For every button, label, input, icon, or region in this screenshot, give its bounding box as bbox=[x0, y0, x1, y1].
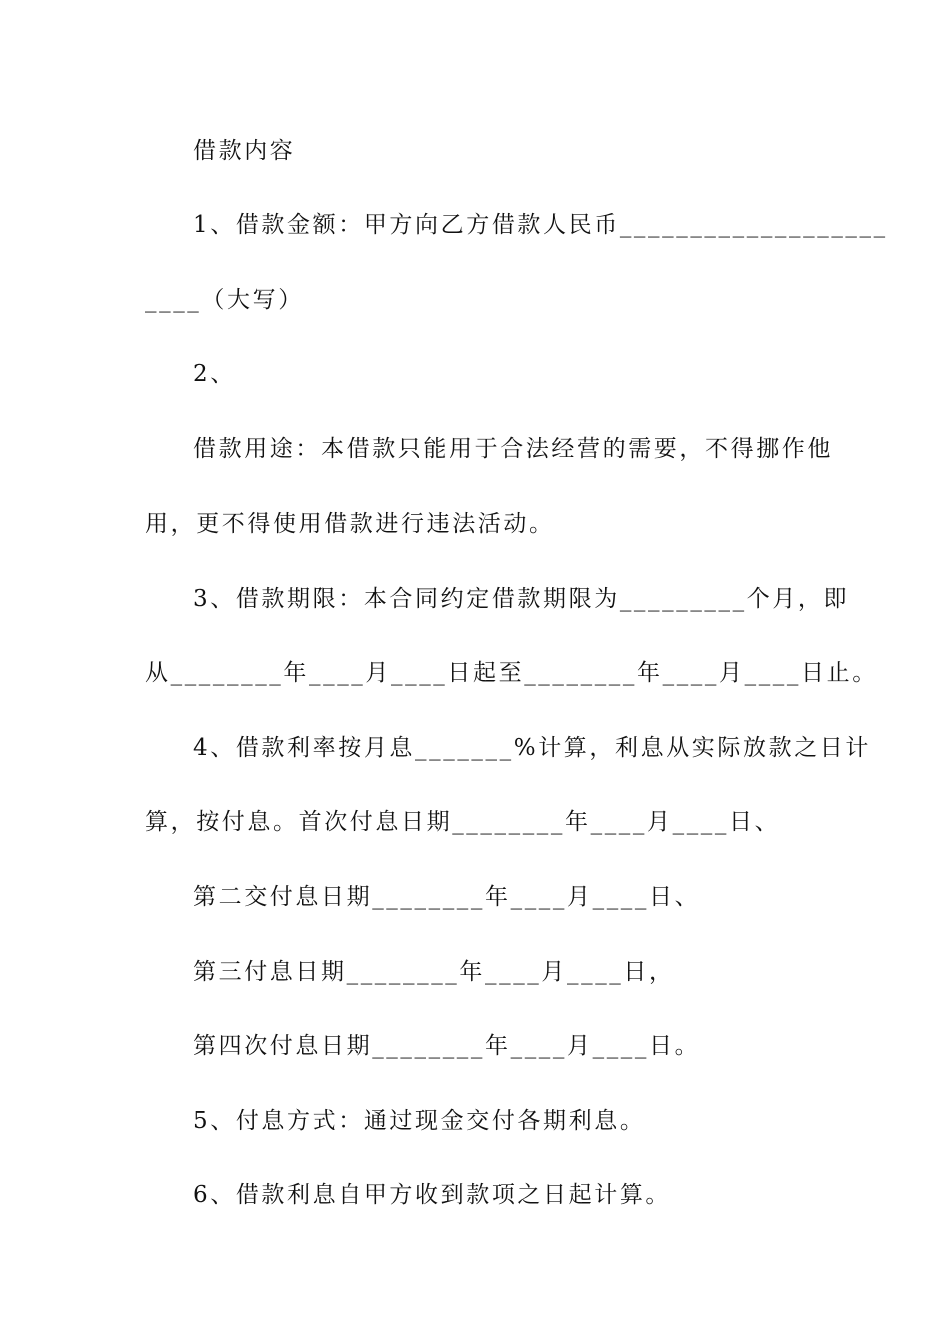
paragraph-line: 第三付息日期________年____月____日， bbox=[193, 959, 675, 985]
paragraph-line: 6、借款利息自甲方收到款项之日起计算。 bbox=[193, 1182, 672, 1208]
paragraph-line: 4、借款利率按月息_______%计算，利息从实际放款之日计 bbox=[193, 735, 871, 761]
paragraph-line: 第二交付息日期________年____月____日、 bbox=[193, 884, 701, 910]
paragraph-line: 用，更不得使用借款进行违法活动。 bbox=[145, 511, 555, 537]
paragraph-line: 1、借款金额：甲方向乙方借款人民币___________________ bbox=[193, 212, 888, 238]
section-heading: 借款内容 bbox=[193, 138, 296, 164]
paragraph-line: 第四次付息日期________年____月____日。 bbox=[193, 1033, 701, 1059]
paragraph-line: 3、借款期限：本合同约定借款期限为_________个月，即 bbox=[193, 586, 850, 612]
paragraph-line: ____（大写） bbox=[145, 287, 304, 313]
paragraph-line: 2、 bbox=[193, 361, 236, 387]
paragraph-line: 算，按付息。首次付息日期________年____月____日、 bbox=[145, 809, 781, 835]
paragraph-line: 5、付息方式：通过现金交付各期利息。 bbox=[193, 1108, 646, 1134]
paragraph-line: 借款用途：本借款只能用于合法经营的需要，不得挪作他 bbox=[193, 436, 833, 462]
paragraph-line: 从________年____月____日起至________年____月____日止。 bbox=[145, 660, 878, 686]
